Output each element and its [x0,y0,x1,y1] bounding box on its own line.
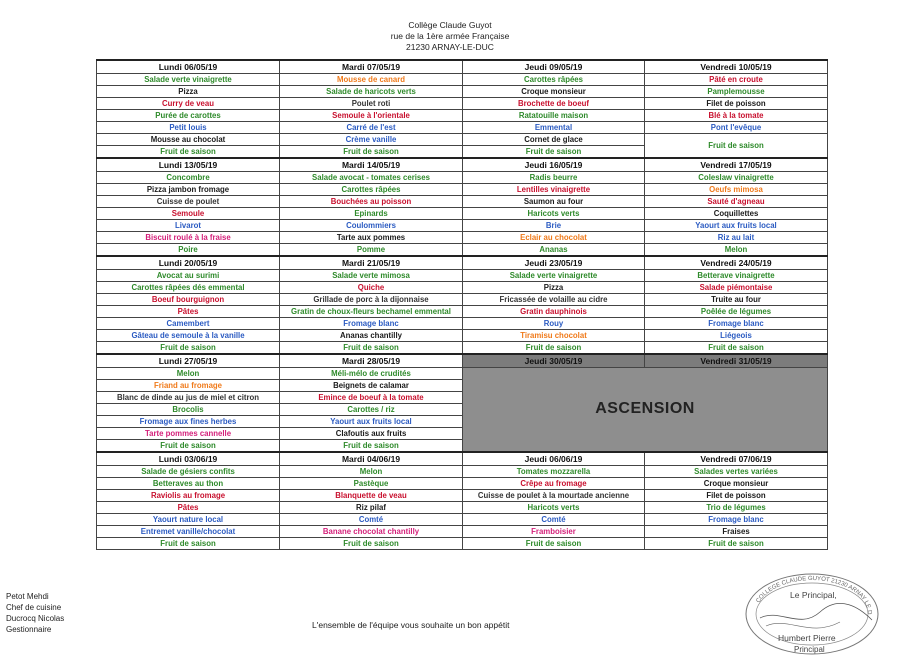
menu-item: Carottes râpées [280,184,463,196]
menu-item: Blanc de dinde au jus de miel et citron [97,392,280,404]
menu-item: Friand au fromage [97,380,280,392]
day-title: Mardi 04/06/19 [280,452,463,466]
day-title: Jeudi 16/05/19 [463,158,645,172]
menu-item: Eclair au chocolat [463,232,645,244]
school-city: 21230 ARNAY-LE-DUC [406,42,494,52]
menu-item: Cornet de glace [463,134,645,146]
menu-item: Ananas [463,244,645,257]
day-title: Jeudi 06/06/19 [463,452,645,466]
menu-row [97,330,828,342]
menu-item: Coquillettes [645,208,828,220]
menu-item: Pamplemousse [645,86,828,98]
day-title: Lundi 03/06/19 [97,452,280,466]
menu-item: Sauté d'agneau [645,196,828,208]
menu-item: Fruit de saison [463,146,645,159]
menu-row [97,490,828,502]
menu-item: Biscuit roulé à la fraise [97,232,280,244]
day-title: Jeudi 23/05/19 [463,256,645,270]
menu-item: Cuisse de poulet à la mourtade ancienne [463,490,645,502]
menu-row [97,244,828,257]
chef-name: Petot Mehdi [6,592,49,601]
menu-item: Coleslaw vinaigrette [645,172,828,184]
day-title: Jeudi 09/05/19 [463,60,645,74]
day-title: Jeudi 30/05/19 [463,354,645,368]
menu-item: Fromage blanc [280,318,463,330]
manager-role: Gestionnaire [6,625,52,634]
week-header-row [97,452,828,466]
menu-item: Lentilles vinaigrette [463,184,645,196]
menu-row [97,86,828,98]
menu-item: Cuisse de poulet [97,196,280,208]
menu-item: Fruit de saison [280,538,463,550]
menu-row [97,318,828,330]
chef-role: Chef de cuisine [6,603,62,612]
menu-item: Riz au lait [645,232,828,244]
menu-item: Gâteau de semoule à la vanille [97,330,280,342]
menu-item: Rouy [463,318,645,330]
menu-item: Avocat au surimi [97,270,280,282]
menu-row [97,526,828,538]
menu-item: Purée de carottes [97,110,280,122]
menu-item: Brocolis [97,404,280,416]
menu-item: Grillade de porc à la dijonnaise [280,294,463,306]
menu-item: Pizza [97,86,280,98]
manager-name: Ducrocq Nicolas [6,614,65,623]
menu-item: Carottes râpées dés emmental [97,282,280,294]
menu-item: Coulommiers [280,220,463,232]
menu-item: Salade verte vinaigrette [97,74,280,86]
stamp-role: Principal [794,645,825,654]
school-header [0,20,900,53]
menu-item: Haricots verts [463,208,645,220]
week-header-row [97,158,828,172]
day-title: Lundi 06/05/19 [97,60,280,74]
menu-item: Bouchées au poisson [280,196,463,208]
menu-item: Comté [280,514,463,526]
menu-row [97,478,828,490]
menu-item: Concombre [97,172,280,184]
week-header-row [97,60,828,74]
menu-item: Haricots verts [463,502,645,514]
menu-row [97,74,828,86]
menu-item: Emince de boeuf à la tomate [280,392,463,404]
day-title: Vendredi 24/05/19 [645,256,828,270]
menu-item: Blé à la tomate [645,110,828,122]
menu-item: Clafoutis aux fruits [280,428,463,440]
menu-row [97,122,828,134]
menu-item: Fruit de saison [463,342,645,355]
menu-item: Fricassée de volaille au cidre [463,294,645,306]
stamp-seal [740,568,890,660]
menu-item: Salade avocat - tomates cerises [280,172,463,184]
menu-item: Ananas chantilly [280,330,463,342]
menu-item: Poire [97,244,280,257]
menu-item: Pizza jambon fromage [97,184,280,196]
menu-item: Tarte aux pommes [280,232,463,244]
menu-item: Blanquette de veau [280,490,463,502]
menu-item: Pomme [280,244,463,257]
menu-row [97,196,828,208]
menu-row [97,466,828,478]
menu-item: Oeufs mimosa [645,184,828,196]
menu-item: Beignets de calamar [280,380,463,392]
menu-item: Ratatouille maison [463,110,645,122]
menu-item: Fruit de saison [280,146,463,159]
menu-item: Tarte pommes cannelle [97,428,280,440]
footer-message: L'ensemble de l'équipe vous souhaite un bon appétit [312,620,510,630]
principal-stamp [740,568,890,660]
holiday-label: ASCENSION [595,399,695,417]
day-title: Vendredi 07/06/19 [645,452,828,466]
menu-item: Pizza [463,282,645,294]
day-title: Lundi 27/05/19 [97,354,280,368]
menu-item: Fruit de saison [97,538,280,550]
menu-row [97,110,828,122]
menu-item: Fruit de saison [280,342,463,355]
menu-item: Raviolis au fromage [97,490,280,502]
menu-item: Salade piémontaise [645,282,828,294]
menu-item: Petit louis [97,122,280,134]
menu-item: Gratin dauphinois [463,306,645,318]
day-title: Vendredi 10/05/19 [645,60,828,74]
menu-item: Yaourt aux fruits local [645,220,828,232]
day-title: Vendredi 17/05/19 [645,158,828,172]
menu-row [97,172,828,184]
menu-item: Fruit de saison [97,440,280,453]
menu-item: Liégeois [645,330,828,342]
menu-item: Tiramisu chocolat [463,330,645,342]
menu-item: Livarot [97,220,280,232]
menu-row [97,282,828,294]
menu-item: Fruit de saison [645,538,828,550]
menu-item: Salade de gésiers confits [97,466,280,478]
menu-row [97,220,828,232]
menu-item: Yaourt aux fruits local [280,416,463,428]
menu-item: Fromage aux fines herbes [97,416,280,428]
menu-item: Crème vanille [280,134,463,146]
menu-row [97,368,828,380]
week-header-row [97,354,828,368]
menu-item: Camembert [97,318,280,330]
menu-item: Brochette de boeuf [463,98,645,110]
menu-item: Salade verte mimosa [280,270,463,282]
menu-item: Epinards [280,208,463,220]
day-title: Mardi 07/05/19 [280,60,463,74]
menu-item: Entremet vanille/chocolat [97,526,280,538]
menu-row [97,134,828,146]
menu-item: Boeuf bourguignon [97,294,280,306]
menu-item: Pâté en croute [645,74,828,86]
menu-item: Fruit de saison [463,538,645,550]
stamp-ring-text: COLLEGE CLAUDE GUYOT 21230 ARNAY LE D [755,575,873,615]
menu-row [97,502,828,514]
menu-item: Yaourt nature local [97,514,280,526]
menu-item: Filet de poisson [645,98,828,110]
menu-item: Croque monsieur [645,478,828,490]
menu-item: Tomates mozzarella [463,466,645,478]
menu-row [97,294,828,306]
menu-item: Fruit de saison [280,440,463,453]
menu-item: Mousse de canard [280,74,463,86]
menu-item: Fromage blanc [645,514,828,526]
day-title: Vendredi 31/05/19 [645,354,828,368]
menu-item: Pont l'evêque [645,122,828,134]
menu-row [97,184,828,196]
menu-item: Fromage blanc [645,318,828,330]
menu-item: Pâtes [97,502,280,514]
menu-item: Semoule à l'orientale [280,110,463,122]
menu-item: Melon [280,466,463,478]
menu-item: Emmental [463,122,645,134]
menu-item: Filet de poisson [645,490,828,502]
menu-item: Pastèque [280,478,463,490]
menu-item: Melon [645,244,828,257]
menu-item: Croque monsieur [463,86,645,98]
menu-row [97,270,828,282]
day-title: Mardi 14/05/19 [280,158,463,172]
menu-item: Fruit de saison [97,146,280,159]
school-name: Collège Claude Guyot [408,20,492,30]
menu-row [97,208,828,220]
holiday-block [463,368,828,453]
menu-row [97,342,828,355]
menu-item: Méli-mélo de crudités [280,368,463,380]
menu-row [97,514,828,526]
stamp-signatory: Humbert Pierre [778,633,836,643]
menu-item: Carré de l'est [280,122,463,134]
menu-row [97,538,828,550]
menu-item: Betteraves au thon [97,478,280,490]
menu-item: Carottes râpées [463,74,645,86]
menu-row [97,98,828,110]
menu-item: Betterave vinaigrette [645,270,828,282]
weekly-menu-table [96,59,828,550]
menu-item: Brie [463,220,645,232]
menu-item: Poêlée de légumes [645,306,828,318]
menu-item: Melon [97,368,280,380]
menu-item: Framboisier [463,526,645,538]
menu-item: Crêpe au fromage [463,478,645,490]
menu-item: Mousse au chocolat [97,134,280,146]
day-title: Mardi 28/05/19 [280,354,463,368]
menu-item: Salade de haricots verts [280,86,463,98]
menu-row [97,232,828,244]
menu-item: Fruit de saison [645,342,828,355]
day-title: Lundi 13/05/19 [97,158,280,172]
menu-item: Fraises [645,526,828,538]
menu-item: Carottes / riz [280,404,463,416]
day-title: Mardi 21/05/19 [280,256,463,270]
day-title: Lundi 20/05/19 [97,256,280,270]
menu-item: Truite au four [645,294,828,306]
stamp-title: Le Principal, [790,590,837,600]
menu-item: Comté [463,514,645,526]
menu-item: Fruit de saison [97,342,280,355]
menu-item: Curry de veau [97,98,280,110]
school-street: rue de la 1ère armée Française [390,31,510,41]
menu-item: Salade verte vinaigrette [463,270,645,282]
menu-item: Fruit de saison [645,134,828,159]
staff-block [6,591,64,635]
menu-item: Semoule [97,208,280,220]
menu-item: Poulet roti [280,98,463,110]
menu-item: Trio de légumes [645,502,828,514]
menu-item: Banane chocolat chantilly [280,526,463,538]
menu-item: Quiche [280,282,463,294]
week-header-row [97,256,828,270]
menu-item: Radis beurre [463,172,645,184]
menu-item: Saumon au four [463,196,645,208]
menu-item: Gratin de choux-fleurs bechamel emmental [280,306,463,318]
menu-item: Salades vertes variées [645,466,828,478]
menu-item: Pâtes [97,306,280,318]
menu-item: Riz pilaf [280,502,463,514]
